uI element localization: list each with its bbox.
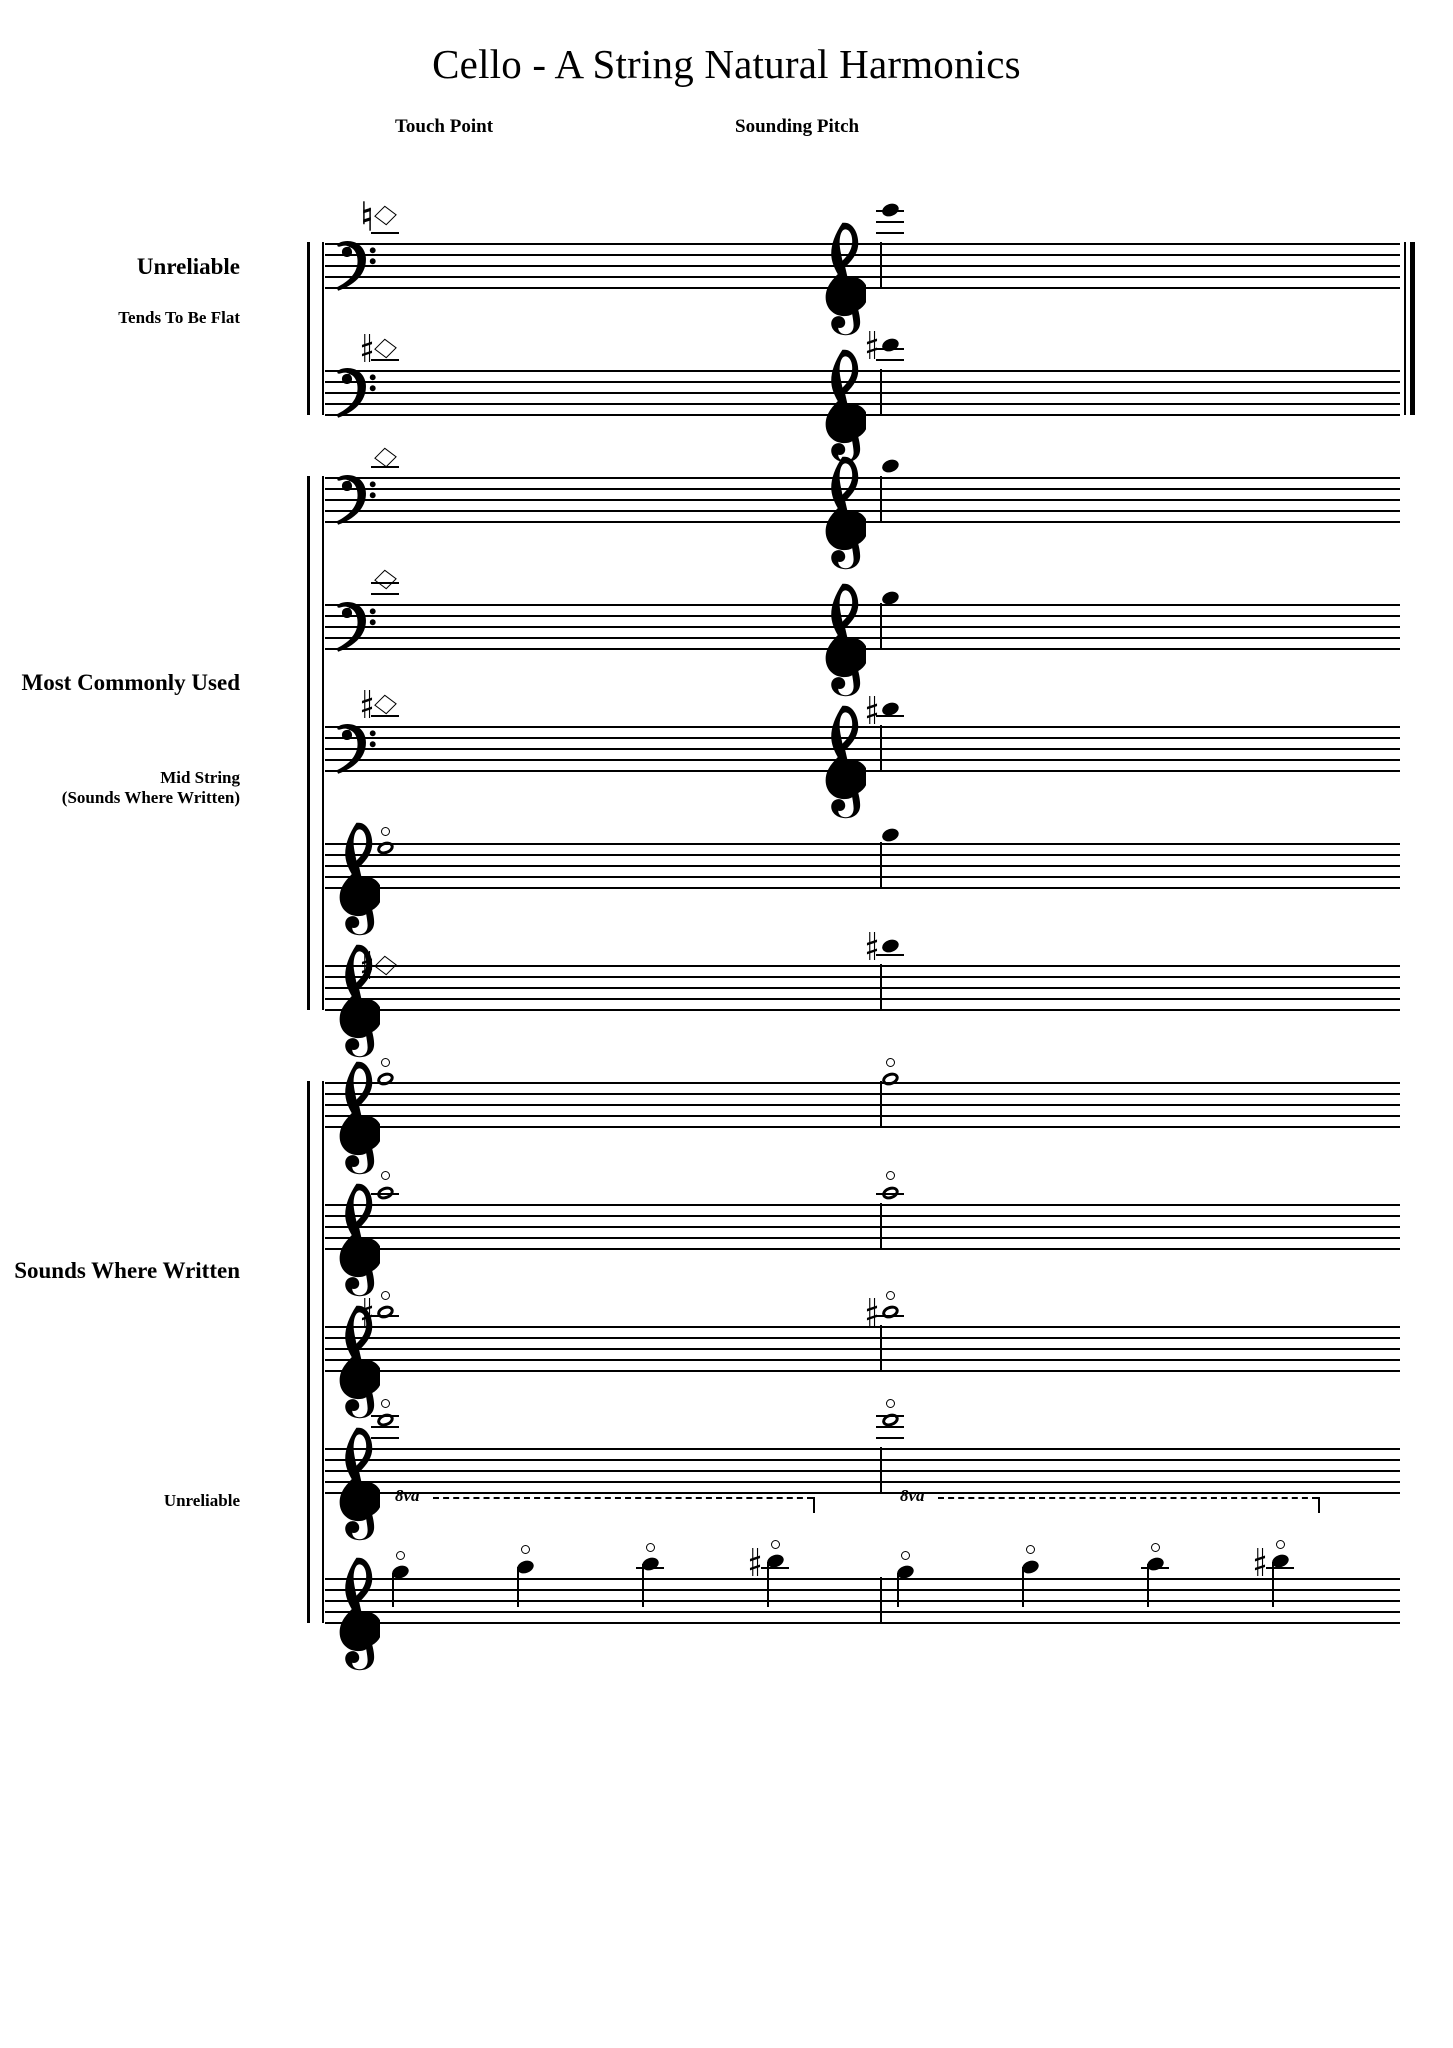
group-label-unreliable-top: Unreliable <box>136 254 240 279</box>
staff-line <box>325 1459 1400 1461</box>
group-label-most-commonly-used: Most Commonly Used <box>21 670 240 695</box>
notehead-diamond-touch-5 <box>374 694 397 714</box>
final-barline-thin <box>1404 242 1406 415</box>
staff-line <box>325 1348 1400 1350</box>
staff-line <box>325 843 1400 845</box>
staff-line <box>325 1578 1400 1580</box>
sharp-accidental-sound-7 <box>866 932 878 960</box>
ledger-line-sound-7 <box>876 954 904 956</box>
notehead-filled-sound-7 <box>880 937 900 954</box>
notehead-filled-sound-1 <box>880 201 900 218</box>
stem-touch-3 <box>642 1564 644 1606</box>
sharp-accidental-run-touch-4 <box>749 1548 761 1576</box>
ledger-line-sound-1 <box>876 232 904 234</box>
staff-line <box>325 1237 1400 1239</box>
staff-7 <box>325 965 1400 1011</box>
ottava-bracket-line-sound <box>938 1497 1318 1499</box>
staff-line <box>325 1204 1400 1206</box>
notehead-open-sound-9 <box>880 1184 900 1201</box>
ledger-line-sound-11 <box>876 1437 904 1439</box>
staff-line <box>325 854 1400 856</box>
stem-sound-1 <box>897 1573 899 1607</box>
group-label-tends-to-be-flat: Tends To Be Flat <box>118 308 240 327</box>
harmonic-circle-sound-9 <box>886 1171 895 1180</box>
staff-line <box>325 1600 1400 1602</box>
bracket-unreliable <box>307 242 310 415</box>
stem-touch-1 <box>392 1573 394 1607</box>
final-barline-thick <box>1410 242 1415 415</box>
treble-clef-touch-11 <box>331 1425 380 1542</box>
harmonic-circle-run-touch-4 <box>771 1540 780 1549</box>
staff-line <box>325 1226 1400 1228</box>
staff-line <box>325 1115 1400 1117</box>
column-header-sounding-pitch: Sounding Pitch <box>735 116 860 137</box>
staff-line <box>325 1326 1400 1328</box>
middle-barline-2 <box>880 369 882 415</box>
harmonic-circle-run-touch-1 <box>396 1551 405 1560</box>
group-label-sounds-where-written: Sounds Where Written <box>14 1258 240 1283</box>
staff-10 <box>325 1326 1400 1372</box>
treble-clef-touch-12 <box>331 1555 380 1672</box>
treble-clef-sound-2 <box>817 347 866 464</box>
treble-clef-sound-4 <box>817 581 866 698</box>
stem-sound-3 <box>1147 1564 1149 1606</box>
sharp-accidental-touch-7 <box>361 951 373 979</box>
notehead-filled-sound-6 <box>880 826 900 843</box>
middle-barline-1 <box>880 242 882 288</box>
staff-6 <box>325 843 1400 889</box>
treble-clef-sound-1 <box>817 220 866 337</box>
middle-barline-12 <box>880 1577 882 1623</box>
staff-line <box>325 1359 1400 1361</box>
notehead-diamond-touch-3 <box>374 448 397 468</box>
ottava-end-tick-sound <box>1318 1497 1320 1513</box>
treble-clef-touch-8 <box>331 1059 380 1176</box>
ottava-bracket-line-touch <box>433 1497 813 1499</box>
harmonic-circle-touch-10 <box>381 1291 390 1300</box>
staff-line <box>325 1448 1400 1450</box>
staff-line <box>325 865 1400 867</box>
harmonic-circle-run-sound-4 <box>1276 1540 1285 1549</box>
staff-line <box>325 1589 1400 1591</box>
staff-line <box>325 1248 1400 1250</box>
bass-clef-touch-4 <box>333 602 380 653</box>
harmonic-circle-touch-11 <box>381 1399 390 1408</box>
middle-barline-3 <box>880 476 882 522</box>
sharp-accidental-touch-2 <box>361 334 373 362</box>
staff-line <box>325 1337 1400 1339</box>
notehead-filled-sound-3 <box>880 457 900 474</box>
staff-line <box>325 1009 1400 1011</box>
harmonic-circle-sound-11 <box>886 1399 895 1408</box>
staff-line <box>325 1104 1400 1106</box>
ottava-label-touch: 8va <box>395 1485 420 1505</box>
staff-line <box>325 976 1400 978</box>
sharp-accidental-touch-5 <box>361 690 373 718</box>
bracket-most-commonly-used <box>307 476 310 1010</box>
staff-line <box>325 1492 1400 1494</box>
bass-clef-touch-1 <box>333 241 380 292</box>
treble-clef-touch-9 <box>331 1181 380 1298</box>
staff-line <box>325 1481 1400 1483</box>
page-title: Cello - A String Natural Harmonics <box>432 41 1021 87</box>
bass-clef-touch-3 <box>333 475 380 526</box>
staff-line <box>325 1126 1400 1128</box>
treble-clef-sound-5 <box>817 703 866 820</box>
ledger-line-touch-5 <box>371 715 399 717</box>
column-header-touch-point: Touch Point <box>395 116 494 137</box>
staff-9 <box>325 1204 1400 1250</box>
staff-line <box>325 1611 1400 1613</box>
middle-barline-5 <box>880 725 882 771</box>
notehead-diamond-touch-2 <box>374 338 397 358</box>
bass-clef-touch-5 <box>333 724 380 775</box>
natural-accidental-touch-1 <box>362 201 372 231</box>
staff-line <box>325 1093 1400 1095</box>
treble-clef-sound-3 <box>817 454 866 571</box>
stem-sound-4 <box>1272 1562 1274 1607</box>
harmonic-circle-touch-9 <box>381 1171 390 1180</box>
middle-barline-11 <box>880 1447 882 1493</box>
ledger-line-touch-1 <box>371 232 399 234</box>
staff-line <box>325 987 1400 989</box>
staff-line <box>325 965 1400 967</box>
notehead-filled-sound-2 <box>880 337 900 354</box>
staff-line <box>325 1082 1400 1084</box>
harmonic-circle-run-sound-2 <box>1026 1545 1035 1554</box>
bracket-sounds-where-written <box>307 1081 310 1623</box>
ledger-line-touch-11 <box>371 1437 399 1439</box>
harmonic-circle-sound-10 <box>886 1291 895 1300</box>
bracket-inner-bracket-unreliable <box>322 242 324 415</box>
middle-barline-9 <box>880 1203 882 1249</box>
staff-line <box>325 1470 1400 1472</box>
ledger-line-touch-4 <box>371 593 399 595</box>
harmonic-circle-touch-8 <box>381 1058 390 1067</box>
staff-line <box>325 1215 1400 1217</box>
sharp-accidental-run-sound-4 <box>1254 1548 1266 1576</box>
notehead-diamond-touch-4 <box>374 569 397 589</box>
harmonic-circle-run-sound-1 <box>901 1551 910 1560</box>
sharp-accidental-sound-10 <box>866 1298 878 1326</box>
middle-barline-10 <box>880 1325 882 1371</box>
middle-barline-6 <box>880 842 882 888</box>
harmonic-circle-sound-8 <box>886 1058 895 1067</box>
staff-12 <box>325 1578 1400 1624</box>
harmonic-circle-run-touch-3 <box>646 1543 655 1552</box>
staff-line <box>325 998 1400 1000</box>
staff-line <box>325 887 1400 889</box>
group-label-mid-string <box>62 768 240 808</box>
sharp-accidental-touch-10 <box>361 1298 373 1326</box>
middle-barline-8 <box>880 1081 882 1127</box>
ledger-line-sound-2 <box>876 359 904 361</box>
group-label-mid-string-line1: Mid String <box>160 768 240 787</box>
sharp-accidental-sound-2 <box>866 331 878 359</box>
treble-clef-touch-6 <box>331 820 380 937</box>
staff-line <box>325 1370 1400 1372</box>
staff-line <box>325 876 1400 878</box>
ottava-label-sound: 8va <box>900 1485 925 1505</box>
middle-barline-4 <box>880 603 882 649</box>
staff-line <box>325 1622 1400 1624</box>
staff-8 <box>325 1082 1400 1128</box>
notehead-open-sound-10 <box>880 1304 900 1321</box>
group-label-unreliable-bottom: Unreliable <box>163 1491 240 1510</box>
group-label-mid-string-line2: (Sounds Where Written) <box>61 788 240 807</box>
harmonic-circle-touch-6 <box>381 827 390 836</box>
harmonic-circle-run-sound-3 <box>1151 1543 1160 1552</box>
stem-touch-2 <box>517 1567 519 1607</box>
staff-11 <box>325 1448 1400 1494</box>
ledger-line-touch-2 <box>371 359 399 361</box>
ledger-line-sound-1 <box>876 221 904 223</box>
stem-touch-4 <box>767 1562 769 1607</box>
sharp-accidental-sound-5 <box>866 696 878 724</box>
notehead-diamond-touch-1 <box>374 206 397 226</box>
bass-clef-touch-2 <box>333 368 380 419</box>
ottava-end-tick-touch <box>813 1497 815 1513</box>
bracket-inner-bracket-most-commonly-used <box>322 476 324 1010</box>
middle-barline-7 <box>880 964 882 1010</box>
stem-sound-2 <box>1022 1567 1024 1607</box>
harmonic-circle-run-touch-2 <box>521 1545 530 1554</box>
bracket-inner-bracket-sounds-where-written <box>322 1081 324 1623</box>
